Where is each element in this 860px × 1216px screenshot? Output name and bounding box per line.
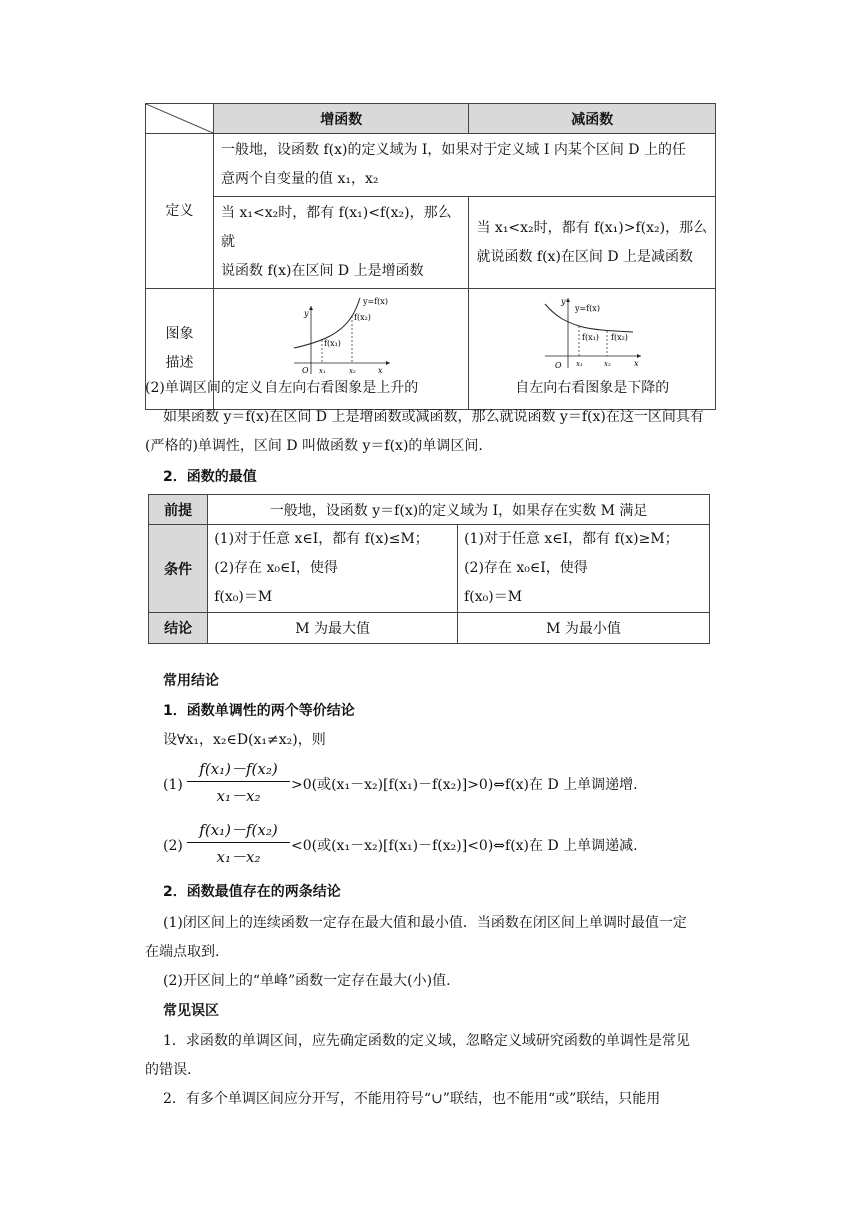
fraction-2 — [187, 818, 290, 871]
condition-line: f(x₀)＝M — [464, 589, 523, 605]
paragraph-line: 如果函数 y＝f(x)在区间 D 上是增函数或减函数，那么就说函数 y＝f(x)在这一区间具有 — [163, 409, 704, 425]
definition-decreasing — [469, 197, 716, 289]
fx2-label: f(x₂) — [354, 313, 372, 322]
min-conclusion: M 为最小值 — [458, 613, 710, 644]
row-label-premise: 前提 — [149, 495, 208, 525]
x2-label: x₂ — [604, 360, 611, 368]
decreasing-function-graph — [537, 296, 647, 378]
premise-text: 一般地，设函数 y＝f(x)的定义域为 I，如果存在实数 M 满足 — [208, 495, 710, 525]
fx2-label: f(x₂) — [611, 333, 629, 342]
x-label: x — [634, 359, 639, 368]
paragraph-line: 设∀x₁，x₂∈D(x₁≠x₂)，则 — [163, 732, 326, 748]
header-decreasing: 减函数 — [469, 104, 716, 134]
fraction-numerator: f(x₁)－f(x₂) — [199, 760, 278, 778]
decreasing-description: 自左向右看图象是下降的 — [515, 380, 670, 396]
definition-line: 就说函数 f(x)在区间 D 上是减函数 — [476, 248, 694, 265]
row-label-conclusion: 结论 — [149, 613, 208, 644]
x1-label: x₁ — [319, 367, 326, 375]
definition-line: 当 x₁<x₂时，都有 f(x₁)>f(x₂)，那么 — [476, 219, 708, 236]
subsection-title: (2)单调区间的定义 — [145, 380, 263, 396]
x1-label: x₁ — [576, 360, 583, 368]
max-conclusion: M 为最大值 — [208, 613, 458, 644]
min-conditions — [458, 525, 710, 613]
fx1-label: f(x₁) — [324, 339, 342, 348]
max-conditions — [208, 525, 458, 613]
condition-line: (2)存在 x₀∈I，使得 — [464, 560, 588, 576]
y-label: y — [561, 297, 566, 306]
paragraph-line: (1)闭区间上的连续函数一定存在最大值和最小值．当函数在闭区间上单调时最值一定 — [163, 915, 687, 931]
section-title: 2．函数的最值 — [163, 469, 257, 485]
graph-label-line: 图象 — [165, 326, 194, 342]
paragraph-line: 在端点取到. — [145, 944, 220, 960]
header-increasing: 增函数 — [214, 104, 469, 134]
definition-line: 意两个自变量的值 x₁，x₂ — [221, 171, 379, 187]
section-title: 常用结论 — [163, 673, 219, 689]
decreasing-graph-cell — [469, 289, 716, 410]
curve-label: y=f(x) — [363, 297, 389, 306]
x-label: x — [378, 366, 383, 375]
x2-label: x₂ — [349, 367, 356, 375]
fraction-numerator: f(x₁)－f(x₂) — [199, 821, 278, 839]
increasing-description: 自左向右看图象是上升的 — [264, 380, 419, 396]
condition-line: f(x₀)＝M — [214, 589, 273, 605]
paragraph-line: 的错误. — [145, 1062, 192, 1078]
row-label-definition: 定义 — [146, 134, 214, 289]
origin-label: O — [555, 361, 562, 370]
definition-common — [214, 134, 716, 197]
equation-label: (2) — [163, 838, 183, 854]
curve-label: y=f(x) — [575, 304, 601, 313]
subsection-title: 2．函数最值存在的两条结论 — [163, 884, 341, 900]
fraction-1 — [187, 757, 290, 810]
extreme-value-table — [148, 494, 710, 644]
section-title: 常见误区 — [163, 1003, 219, 1019]
paragraph-line: (2)开区间上的“单峰”函数一定存在最大(小)值. — [163, 973, 451, 989]
fraction-denominator: x₁－x₂ — [187, 842, 290, 871]
subsection-title: 1．函数单调性的两个等价结论 — [163, 703, 355, 719]
fx1-label: f(x₁) — [582, 333, 600, 342]
equation-label: (1) — [163, 777, 183, 793]
condition-line: (1)对于任意 x∈I，都有 f(x)≤M； — [214, 531, 429, 547]
definition-line: 一般地，设函数 f(x)的定义域为 I，如果对于定义域 I 内某个区间 D 上的任 — [221, 142, 686, 158]
monotonicity-table — [145, 103, 716, 410]
definition-increasing — [214, 197, 469, 289]
definition-line: 说函数 f(x)在区间 D 上是增函数 — [221, 263, 424, 279]
row-label-condition: 条件 — [149, 525, 208, 613]
condition-line: (1)对于任意 x∈I，都有 f(x)≥M； — [464, 531, 679, 547]
increasing-function-graph — [286, 296, 396, 378]
paragraph-line: (严格的)单调性，区间 D 叫做函数 y＝f(x)的单调区间. — [145, 438, 483, 454]
paragraph-line: 1．求函数的单调区间，应先确定函数的定义域，忽略定义域研究函数的单调性是常见 — [163, 1033, 690, 1049]
diagonal-header-cell — [146, 104, 214, 134]
equation-rest: <0(或(x₁－x₂)[f(x₁)－f(x₂)]<0)⇔f(x)在 D 上单调递减. — [291, 838, 638, 854]
origin-label: O — [302, 366, 309, 375]
y-label: y — [304, 309, 309, 318]
definition-line: 当 x₁<x₂时，都有 f(x₁)<f(x₂)，那么就 — [221, 205, 452, 250]
equation-rest: >0(或(x₁－x₂)[f(x₁)－f(x₂)]>0)⇔f(x)在 D 上单调递增. — [291, 777, 638, 793]
graph-label-line: 描述 — [165, 355, 194, 371]
paragraph-line: 2．有多个单调区间应分开写，不能用符号“∪”联结，也不能用“或”联结，只能用 — [163, 1091, 661, 1107]
condition-line: (2)存在 x₀∈I，使得 — [214, 560, 338, 576]
diagonal-line — [146, 104, 213, 133]
fraction-denominator: x₁－x₂ — [187, 781, 290, 810]
